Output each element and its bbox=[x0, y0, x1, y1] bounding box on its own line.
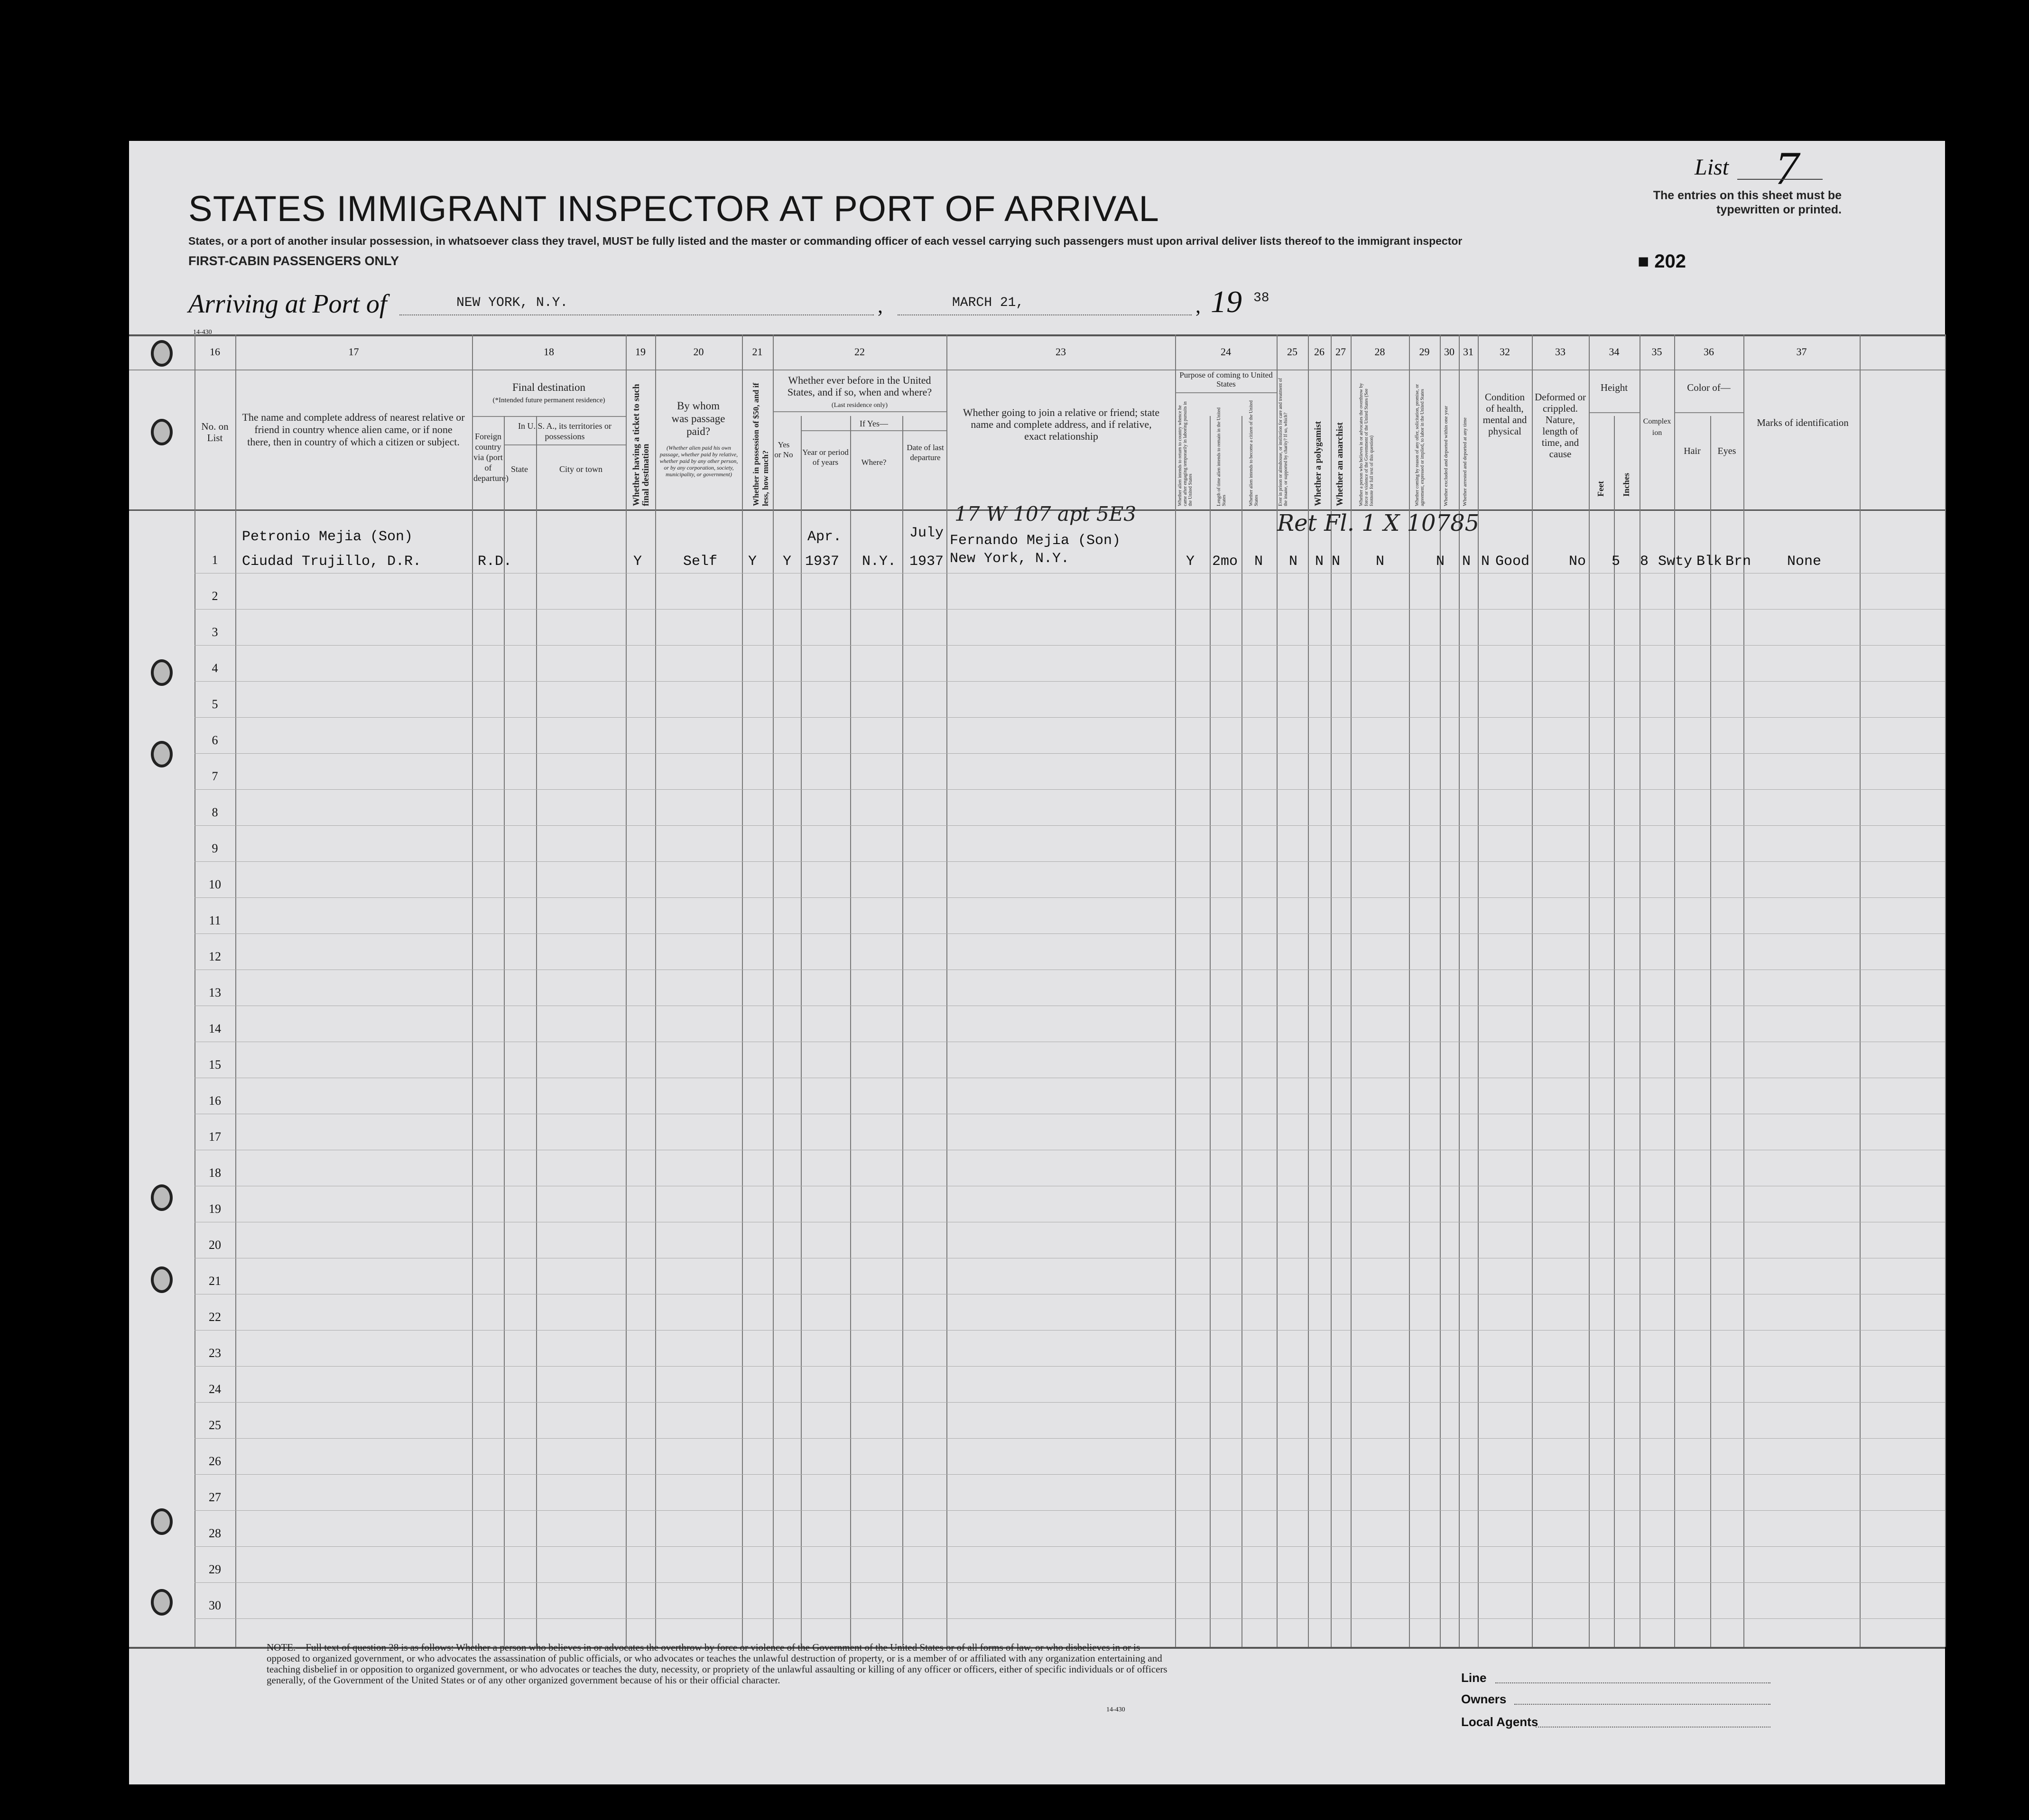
manifest-sheet bbox=[129, 141, 1945, 1784]
row-number: 30 bbox=[209, 1598, 221, 1612]
header-color: Color of— bbox=[1687, 382, 1731, 393]
before-us-divider bbox=[773, 411, 946, 412]
entry-paid-by: Self bbox=[683, 554, 718, 570]
binder-hole bbox=[151, 419, 173, 445]
col-num-35: 35 bbox=[1651, 346, 1662, 358]
row-number: 11 bbox=[209, 914, 221, 927]
header-excluded: Whether excluded and deported within one year bbox=[1443, 406, 1449, 506]
header-paid-by: By whom was passage paid? bbox=[671, 400, 725, 437]
binder-hole bbox=[151, 659, 173, 686]
column-line bbox=[1743, 334, 1744, 1647]
owners-label: Owners bbox=[1461, 1692, 1507, 1706]
column-line bbox=[1241, 416, 1242, 1647]
arriving-label: Arriving at Port of bbox=[188, 289, 387, 319]
row-number: 12 bbox=[209, 950, 221, 963]
header-where: Where? bbox=[861, 458, 887, 467]
row-line bbox=[195, 609, 1945, 610]
entry-marks: None bbox=[1787, 554, 1822, 570]
col-num-34: 34 bbox=[1609, 346, 1620, 358]
entry-foreign-country: R.D. bbox=[478, 554, 512, 570]
row-line bbox=[195, 681, 1945, 682]
row-line bbox=[195, 1582, 1945, 1583]
class-line: FIRST-CABIN PASSENGERS ONLY bbox=[188, 254, 399, 268]
header-purpose-citizen: Whether alien intends to become a citizen of the United States bbox=[1249, 400, 1259, 506]
col-num-33: 33 bbox=[1555, 346, 1566, 358]
header-marks: Marks of identification bbox=[1757, 417, 1849, 428]
entry-departure-month: July bbox=[909, 525, 944, 541]
col-num-26: 26 bbox=[1314, 346, 1325, 358]
row-line bbox=[195, 1402, 1945, 1403]
col-num-20: 20 bbox=[693, 346, 704, 358]
header-polygamist: Whether a polygamist bbox=[1313, 421, 1323, 506]
header-inches: Inches bbox=[1621, 472, 1631, 497]
header-health: Condition of health, mental and physical bbox=[1482, 391, 1527, 437]
row-line bbox=[195, 1366, 1945, 1367]
col-num-19: 19 bbox=[635, 346, 646, 358]
entry-excluded: N bbox=[1462, 554, 1471, 570]
entry-year-month: Apr. bbox=[807, 529, 842, 545]
row-number: 28 bbox=[209, 1526, 221, 1540]
row-line bbox=[195, 1546, 1945, 1547]
column-line bbox=[801, 416, 802, 1647]
row-number: 14 bbox=[209, 1022, 221, 1035]
column-line bbox=[742, 334, 743, 1647]
row-line bbox=[195, 897, 1945, 898]
year-suffix: 38 bbox=[1253, 291, 1269, 305]
col-num-27: 27 bbox=[1335, 346, 1346, 358]
header-purpose-length: Length of time alien intends to remain in the United States bbox=[1216, 407, 1227, 506]
column-line bbox=[1674, 334, 1675, 1647]
header-money: Whether in possession of $50, and if less, how much? bbox=[751, 383, 770, 506]
col-num-16: 16 bbox=[210, 346, 220, 358]
row-line bbox=[195, 789, 1945, 790]
entry-length: 2mo bbox=[1212, 554, 1238, 570]
entry-before-yes: Y bbox=[783, 554, 792, 570]
column-line bbox=[1532, 334, 1533, 1647]
entry-relative-address: Ciudad Trujillo, D.R. bbox=[242, 554, 422, 570]
header-purpose-return: Whether alien intends to return to country whence he came after engaging temporarily in laboring pursuits in the United States bbox=[1177, 401, 1193, 506]
column-line bbox=[773, 334, 774, 1647]
header-final-destination-note: (*Intended future permanent residence) bbox=[492, 397, 605, 404]
column-line bbox=[504, 416, 505, 1647]
entry-where: N.Y. bbox=[862, 554, 897, 570]
entry-labor: N bbox=[1436, 554, 1445, 570]
header-state: State bbox=[511, 464, 528, 474]
row-line bbox=[195, 861, 1945, 862]
entry-annotation: Ret Fl. 1 X 10785 bbox=[1277, 510, 1480, 536]
row-number: 26 bbox=[209, 1454, 221, 1468]
height-divider bbox=[1589, 412, 1640, 413]
footnote: NOTE.—Full text of question 28 is as follows: Whether a person who believes in or advocates the overthrow by force or violence of the Government of the United States or of all forms of law, or who disbelieves in or is opposed to organized government, or who advocates the assassination of public officials, or who advocates or teaches the unlawful destruction of property, or is a member of or affiliated with any organization entertaining and teaching disbelief in or opposition to organized government, or who advocates or teaches the duty, necessity, or propriety of the unlawful assaulting or killing of any officer or officers, either of specific individuals or of officers generally, of the Government of the United States or of any other organized government because of his or their official character. bbox=[267, 1642, 1167, 1686]
entry-feet: 5 bbox=[1612, 554, 1621, 570]
entry-deformed: No bbox=[1569, 554, 1586, 570]
row-number: 3 bbox=[212, 625, 218, 639]
entry-health: Good bbox=[1495, 554, 1530, 570]
binder-hole bbox=[151, 1266, 173, 1293]
agents-label: Local Agents bbox=[1461, 1715, 1538, 1729]
final-dest-divider bbox=[472, 416, 626, 417]
date-line bbox=[898, 314, 1192, 315]
binder-hole bbox=[151, 1184, 173, 1211]
entry-inches: 8 bbox=[1640, 554, 1649, 570]
footer-form-code: 14-430 bbox=[1106, 1706, 1125, 1713]
row-line bbox=[195, 645, 1945, 646]
col-num-32: 32 bbox=[1500, 346, 1510, 358]
row-line bbox=[195, 1438, 1945, 1439]
row-number: 15 bbox=[209, 1058, 221, 1072]
entry-money: Y bbox=[748, 554, 757, 570]
column-line bbox=[472, 334, 473, 1647]
col-num-29: 29 bbox=[1419, 346, 1430, 358]
column-line bbox=[850, 416, 851, 1647]
binder-hole bbox=[151, 340, 173, 367]
row-number: 23 bbox=[209, 1346, 221, 1360]
column-line bbox=[1945, 334, 1946, 1647]
entry-year: 1937 bbox=[805, 554, 840, 570]
owners-field bbox=[1514, 1704, 1770, 1705]
form-code-top: 14-430 bbox=[193, 329, 212, 336]
entry-complexion: Swty bbox=[1658, 554, 1693, 570]
col-num-31: 31 bbox=[1463, 346, 1473, 358]
column-line bbox=[1589, 334, 1590, 1647]
entry-joining-handwritten: 17 W 107 apt 5E3 bbox=[954, 502, 1137, 526]
binder-hole bbox=[151, 1508, 173, 1535]
row-number: 7 bbox=[212, 769, 218, 783]
entry-relative-name: Petronio Mejia (Son) bbox=[242, 529, 413, 545]
entry-joining-address: New York, N.Y. bbox=[950, 551, 1070, 567]
line-field bbox=[1495, 1682, 1770, 1683]
header-before-us-note: (Last residence only) bbox=[831, 402, 888, 409]
header-purpose: Purpose of coming to United States bbox=[1179, 370, 1273, 388]
entry-prison: N bbox=[1289, 554, 1298, 570]
header-final-destination: Final destination bbox=[512, 381, 585, 393]
column-line bbox=[946, 334, 947, 1647]
header-usa: In U. S. A., its territories or possessions bbox=[518, 421, 611, 441]
column-line bbox=[655, 334, 656, 1647]
list-underline bbox=[1737, 179, 1823, 180]
agents-field bbox=[1536, 1727, 1770, 1728]
column-line bbox=[1175, 334, 1176, 1647]
list-label: List bbox=[1695, 155, 1729, 180]
row-number: 21 bbox=[209, 1274, 221, 1288]
col-num-24: 24 bbox=[1221, 346, 1231, 358]
column-line bbox=[1614, 416, 1615, 1647]
entry-ticket: Y bbox=[633, 554, 642, 570]
entry-anarchist: N bbox=[1332, 554, 1341, 570]
header-hair: Hair bbox=[1684, 446, 1701, 456]
header-eyes: Eyes bbox=[1717, 446, 1736, 456]
col-num-22: 22 bbox=[854, 346, 865, 358]
col-num-23: 23 bbox=[1056, 346, 1066, 358]
row-line bbox=[195, 933, 1945, 934]
binder-hole bbox=[151, 741, 173, 767]
header-departure: Date of last departure bbox=[907, 443, 944, 462]
col-num-18: 18 bbox=[544, 346, 554, 358]
row-number: 19 bbox=[209, 1202, 221, 1216]
column-line bbox=[536, 416, 537, 1647]
header-height: Height bbox=[1600, 382, 1628, 393]
row-number: 18 bbox=[209, 1166, 221, 1180]
header-labor-offer: Whether coming by reason of any offer, solicitation, promise, or agreement, expressed or implied, to labor in the United States bbox=[1415, 384, 1425, 506]
row-number: 1 bbox=[212, 553, 218, 567]
purpose-divider bbox=[1175, 392, 1277, 393]
header-feet: Feet bbox=[1596, 481, 1605, 497]
entry-overthrow: N bbox=[1376, 554, 1385, 570]
header-overthrow: Whether a person who believes in or advocates the overthrow by force or violence of the Government of the United States (See footnote for full text of this question) bbox=[1359, 383, 1374, 506]
binder-hole bbox=[151, 1589, 173, 1616]
header-prison: Ever in prison or almshouse, or institution for care and treatment of the insane, or supported by charity? If so, which? bbox=[1278, 378, 1288, 506]
entry-return: Y bbox=[1186, 554, 1195, 570]
header-anarchist: Whether an anarchist bbox=[1335, 422, 1345, 506]
row-number: 20 bbox=[209, 1238, 221, 1252]
entry-joining-name: Fernando Mejia (Son) bbox=[950, 533, 1121, 549]
port-value: NEW YORK, N.Y. bbox=[456, 296, 568, 310]
row-number: 22 bbox=[209, 1310, 221, 1324]
row-number: 9 bbox=[212, 841, 218, 855]
row-line bbox=[195, 717, 1945, 718]
header-deformed: Deformed or crippled. Nature, length of time, and cause bbox=[1535, 391, 1586, 460]
row-line bbox=[195, 1618, 1945, 1619]
column-line bbox=[235, 334, 236, 1647]
comma-1: , bbox=[878, 294, 883, 317]
header-before-us: Whether ever before in the United States, and if so, when and where? bbox=[787, 374, 932, 398]
row-number: 16 bbox=[209, 1094, 221, 1108]
page-number-value: 202 bbox=[1654, 251, 1686, 272]
row-number: 5 bbox=[212, 697, 218, 711]
column-line bbox=[1860, 334, 1861, 1647]
row-number: 24 bbox=[209, 1382, 221, 1396]
header-ticket: Whether having a ticket to such final destination bbox=[631, 384, 651, 506]
column-line bbox=[1210, 416, 1211, 1647]
header-complexion: Complexion bbox=[1643, 417, 1671, 437]
row-line bbox=[195, 825, 1945, 826]
color-divider bbox=[1674, 412, 1743, 413]
header-foreign-country: Foreign country via (port of departure) bbox=[473, 432, 509, 483]
col-num-21: 21 bbox=[752, 346, 763, 358]
list-number: 7 bbox=[1775, 142, 1799, 194]
header-yes-no: Yes or No bbox=[774, 440, 793, 459]
header-year-period: Year or period of years bbox=[802, 448, 849, 467]
row-number: 8 bbox=[212, 805, 218, 819]
entry-citizen: N bbox=[1254, 554, 1263, 570]
page-title: STATES IMMIGRANT INSPECTOR AT PORT OF ARRIVAL bbox=[188, 189, 1159, 229]
col-num-25: 25 bbox=[1287, 346, 1297, 358]
entry-arrested: N bbox=[1481, 554, 1490, 570]
row-number: 10 bbox=[209, 878, 221, 891]
entry-eyes: Brn bbox=[1725, 554, 1751, 570]
entry-polygamist: N bbox=[1315, 554, 1324, 570]
col-num-30: 30 bbox=[1444, 346, 1455, 358]
date-value: MARCH 21, bbox=[952, 296, 1024, 310]
row-number: 27 bbox=[209, 1490, 221, 1504]
row-number: 25 bbox=[209, 1418, 221, 1432]
column-line bbox=[626, 334, 627, 1647]
row-number: 17 bbox=[209, 1130, 221, 1144]
page-number: ■ 202 bbox=[1638, 251, 1686, 272]
col-num-28: 28 bbox=[1374, 346, 1385, 358]
row-number: 6 bbox=[212, 733, 218, 747]
header-joining: Whether going to join a relative or friend; state name and complete address, and if relative, exact relationship bbox=[963, 406, 1160, 442]
entry-departure-year: 1937 bbox=[909, 554, 944, 570]
entries-note: The entries on this sheet must be typewritten or printed. bbox=[1653, 189, 1842, 216]
year-prefix: 19 bbox=[1211, 285, 1242, 319]
row-number: 4 bbox=[212, 661, 218, 675]
header-if-yes: If Yes— bbox=[859, 419, 888, 428]
row-line bbox=[195, 753, 1945, 754]
comma-2: , bbox=[1195, 294, 1201, 317]
header-no-on-list: No. on List bbox=[201, 421, 229, 443]
instructions-line: States, or a port of another insular possession, in whatsoever class they travel, MUST be fully listed and the master or commanding officer of each vessel carrying such passengers must upon arrival deliver lists thereof to the immigrant inspector bbox=[188, 235, 1463, 247]
header-relative: The name and complete address of nearest relative or friend in country whence alien came, or if none there, then in country of which a citizen or subject. bbox=[242, 411, 465, 448]
row-line bbox=[195, 1474, 1945, 1475]
line-label: Line bbox=[1461, 1671, 1487, 1685]
header-paid-by-note: (Whether alien paid his own passage, whether paid by relative, whether paid by any other person, or by any corporation, society, municipality, or government) bbox=[659, 444, 738, 478]
column-line bbox=[1710, 416, 1711, 1647]
if-yes-divider bbox=[801, 430, 946, 431]
header-city: City or town bbox=[559, 464, 602, 474]
frame-top-line bbox=[129, 334, 1945, 336]
col-num-36: 36 bbox=[1704, 346, 1714, 358]
header-arrested: Whether arrested and deported at any time bbox=[1462, 417, 1468, 506]
row-line bbox=[195, 1510, 1945, 1511]
row-number: 29 bbox=[209, 1562, 221, 1576]
row-number: 13 bbox=[209, 986, 221, 999]
usa-divider bbox=[504, 444, 626, 445]
row-number: 2 bbox=[212, 589, 218, 603]
entry-hair: Blk bbox=[1696, 554, 1723, 570]
col-num-37: 37 bbox=[1796, 346, 1807, 358]
column-line bbox=[902, 416, 903, 1647]
port-line bbox=[399, 314, 874, 315]
col-num-17: 17 bbox=[348, 346, 359, 358]
